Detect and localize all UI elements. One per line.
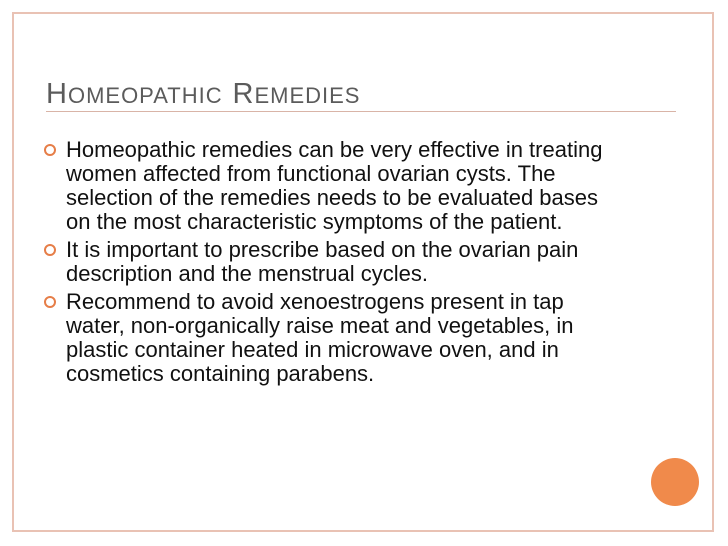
bullet-text: Homeopathic remedies can be very effective in treating women affected from functional ovarian cysts. The selection of the remedies needs to be evaluated bases on the most characteristic symptoms of the patient. — [66, 137, 603, 234]
hollow-circle-bullet-icon — [44, 296, 56, 308]
bullet-list — [44, 138, 616, 390]
bullet-text: Recommend to avoid xenoestrogens present in tap water, non-organically raise meat and vegetables, in plastic container heated in microwave oven, and in cosmetics containing parabens. — [66, 289, 574, 386]
bullet-item — [44, 290, 616, 386]
slide-title: HOMEOPATHIC REMEDIES — [46, 78, 361, 110]
hollow-circle-bullet-icon — [44, 144, 56, 156]
bullet-item — [44, 138, 616, 234]
title-divider — [46, 111, 676, 112]
hollow-circle-bullet-icon — [44, 244, 56, 256]
bullet-item — [44, 238, 616, 286]
bullet-text: It is important to prescribe based on the ovarian pain description and the menstrual cycles. — [66, 237, 579, 286]
decorative-orange-circle — [651, 458, 699, 506]
